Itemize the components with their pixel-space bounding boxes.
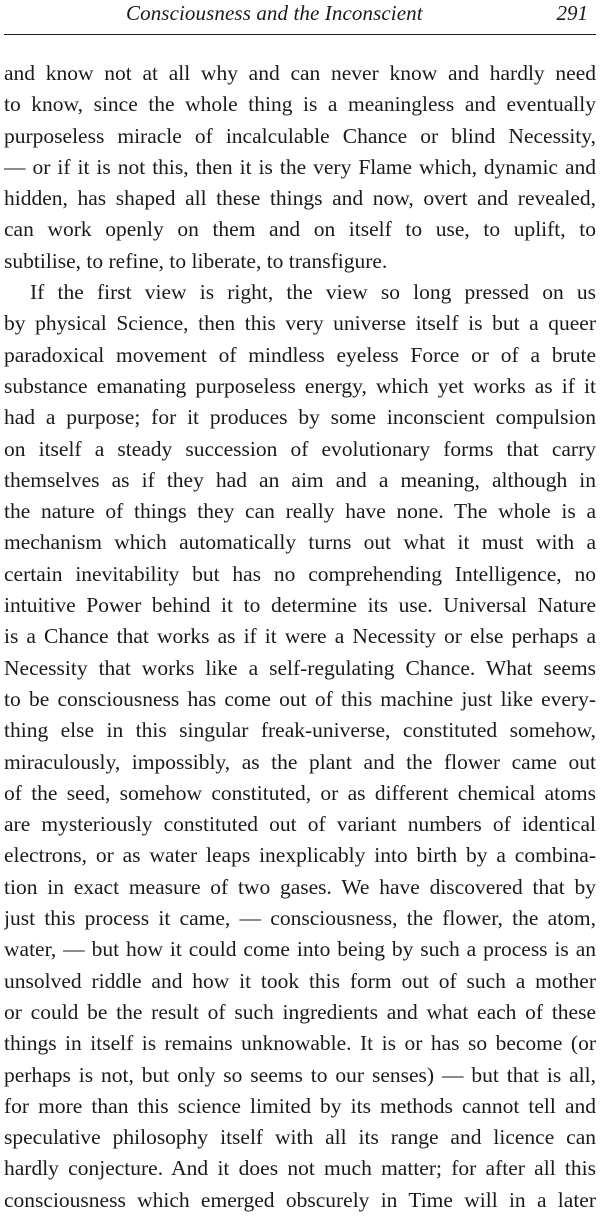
text-line: for more than this science limited by its methods cannot tell and (4, 1093, 596, 1118)
text-line: by physical Science, then this very universe itself is but a queer (4, 311, 596, 336)
page-number: 291 (556, 1, 588, 25)
header-rule (4, 34, 596, 35)
text-line: can work openly on them and on itself to use, to uplift, to (4, 217, 596, 242)
text-line: and know not at all why and can never know and hardly need (4, 61, 596, 85)
text-line: hardly conjecture. And it does not much matter; for after all this (4, 1156, 596, 1181)
text-line: electrons, or as water leaps inexplicably into birth by a combina- (4, 843, 596, 868)
chapter-title: Consciousness and the Inconscient (126, 1, 423, 25)
text-line: mechanism which automatically turns out what it must with a (4, 530, 596, 555)
text-line: certain inevitability but has no comprehending Intelligence, no (4, 561, 596, 586)
text-line: miraculously, impossibly, as the plant and the flower came out (4, 749, 596, 774)
text-line: had a purpose; for it produces by some inconscient compulsion (4, 405, 596, 430)
text-line: consciousness which emerged obscurely in Time will in a later (4, 1187, 596, 1212)
text-line: to know, since the whole thing is a meaningless and eventually (4, 92, 596, 117)
text-line: paradoxical movement of mindless eyeless Force or of a brute (4, 342, 596, 367)
text-line: — or if it is not this, then it is the very Flame which, dynamic and (4, 154, 596, 179)
text-line: of the seed, somehow constituted, or as different chemical atoms (4, 780, 596, 805)
text-line: things in itself is remains unknowable. It is or has so become (or (4, 1031, 596, 1056)
text-line: perhaps is not, but only so seems to our senses) — but that is all, (4, 1062, 596, 1087)
running-head (0, 0, 600, 34)
paragraph-2 (4, 277, 596, 1216)
paragraph-1 (4, 58, 596, 277)
text-line: substance emanating purposeless energy, which yet works as if it (4, 373, 596, 398)
text-line: intuitive Power behind it to determine its use. Universal Nature (4, 593, 596, 618)
text-line: subtilise, to refine, to liberate, to transfigure. (4, 248, 388, 273)
text-line: to be consciousness has come out of this machine just like every- (4, 686, 596, 711)
text-line: or could be the result of such ingredients and what each of these (4, 999, 596, 1024)
text-line: just this process it came, — consciousness, the flower, the atom, (4, 906, 596, 931)
text-line: unsolved riddle and how it took this form out of such a mother (4, 968, 596, 993)
text-line: thing else in this singular freak-universe, constituted somehow, (4, 718, 596, 743)
text-line: Necessity that works like a self-regulating Chance. What seems (4, 655, 596, 680)
text-line: If the first view is right, the view so long pressed on us (30, 280, 596, 305)
text-line: water, — but how it could come into being by such a process is an (4, 937, 596, 962)
text-line: the nature of things they can really have none. The whole is a (4, 499, 596, 524)
text-line: tion in exact measure of two gases. We have discovered that by (4, 874, 596, 899)
text-line: purposeless miracle of incalculable Chance or blind Necessity, (4, 123, 596, 148)
text-line: on itself a steady succession of evolutionary forms that carry (4, 436, 596, 461)
text-line: hidden, has shaped all these things and now, overt and revealed, (4, 186, 596, 211)
text-line: is a Chance that works as if it were a Necessity or else perhaps a (4, 624, 596, 649)
body-text (4, 58, 596, 1216)
text-line: speculative philosophy itself with all its range and licence can (4, 1125, 596, 1150)
text-line: themselves as if they had an aim and a meaning, although in (4, 467, 596, 492)
text-line: are mysteriously constituted out of variant numbers of identical (4, 812, 596, 837)
